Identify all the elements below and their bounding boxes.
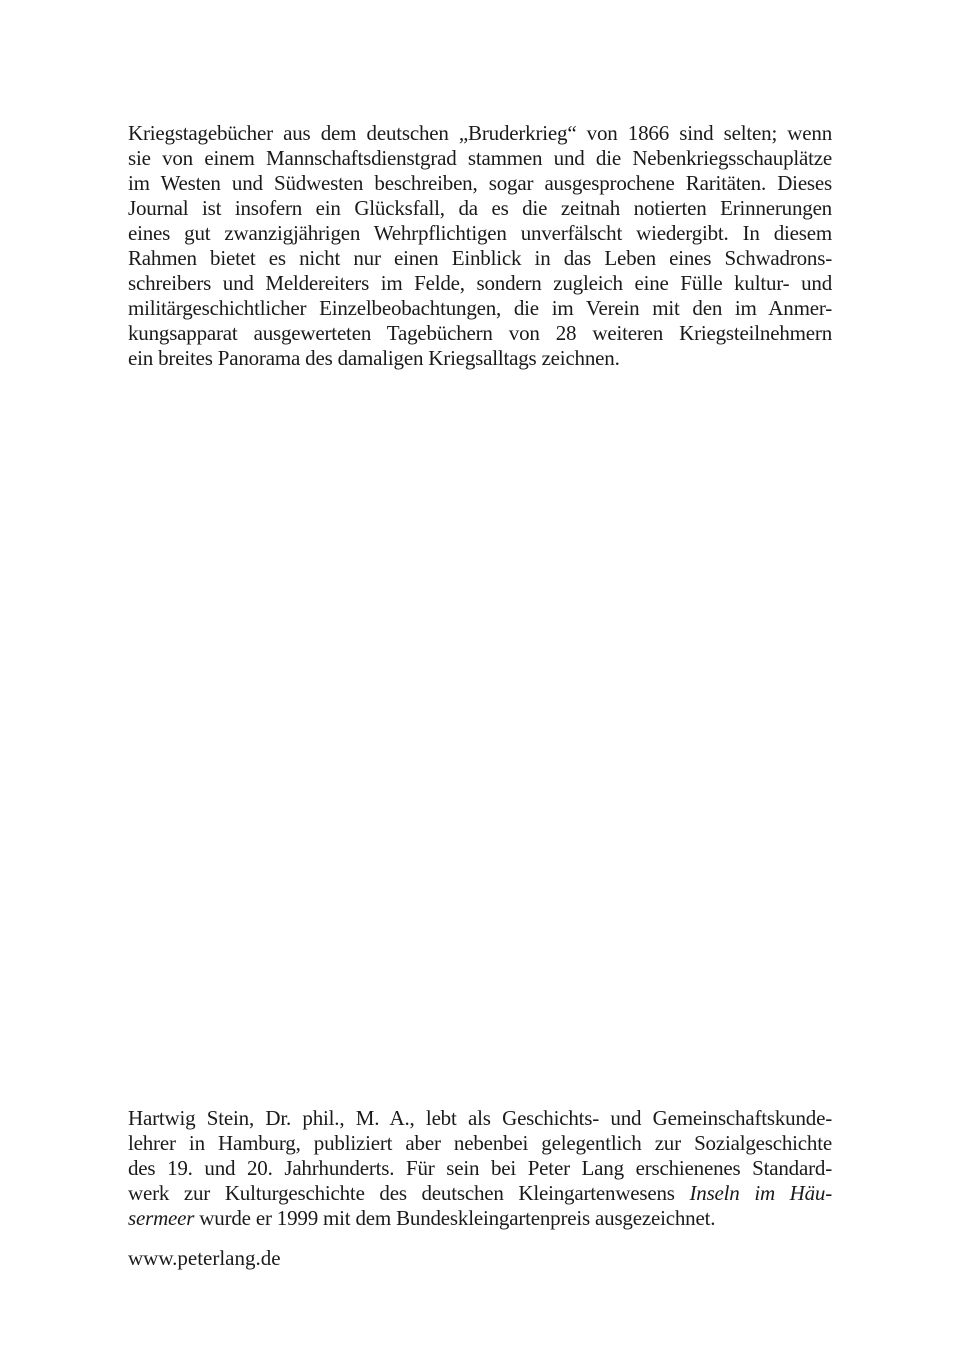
author-bio-line: des 19. und 20. Jahrhunderts. Für sein bei Peter Lang erschienenes Standard- [128,1156,832,1180]
book-summary [128,121,832,371]
summary-line: ein breites Panorama des damaligen Kriegsalltags zeichnen. [128,346,620,370]
summary-line: schreibers und Meldereiters im Felde, sondern zugleich eine Fülle kultur- und [128,271,832,295]
summary-line: im Westen und Südwesten beschreiben, sogar ausgesprochene Raritäten. Dieses [128,171,832,195]
author-bio-line: Hartwig Stein, Dr. phil., M. A., lebt als Geschichts- und Gemeinschaftskunde- [128,1106,832,1130]
author-bio-text: werk zur Kulturgeschichte des deutschen Kleingartenwesens [128,1181,690,1205]
summary-line: Rahmen bietet es nicht nur einen Einblick in das Leben eines Schwadrons- [128,246,832,270]
summary-line: eines gut zwanzigjährigen Wehrpflichtigen unverfälscht wiedergibt. In diesem [128,221,832,245]
summary-line: Kriegstagebücher aus dem deutschen „Bruderkrieg“ von 1866 sind selten; wenn [128,121,832,145]
author-bio-line [128,1181,832,1206]
book-title-italic: sermeer [128,1206,195,1230]
author-bio-line: lehrer in Hamburg, publiziert aber nebenbei gelegentlich zur Sozialgeschichte [128,1131,832,1155]
summary-line: sie von einem Mannschaftsdienstgrad stammen und die Nebenkriegsschauplätze [128,146,832,170]
author-bio-text: wurde er 1999 mit dem Bundeskleingartenpreis ausgezeichnet. [194,1206,716,1230]
summary-line: kungsapparat ausgewerteten Tagebüchern von 28 weiteren Kriegsteilnehmern [128,321,832,345]
author-bio-line [128,1206,832,1231]
publisher-website: www.peterlang.de [128,1246,281,1270]
author-bio [128,1106,832,1231]
book-title-italic: Inseln im Häu- [689,1181,832,1205]
summary-line: militärgeschichtlicher Einzelbeobachtungen, die im Verein mit den im Anmer- [128,296,832,320]
summary-line: Journal ist insofern ein Glücksfall, da es die zeitnah notierten Erinnerungen [128,196,832,220]
